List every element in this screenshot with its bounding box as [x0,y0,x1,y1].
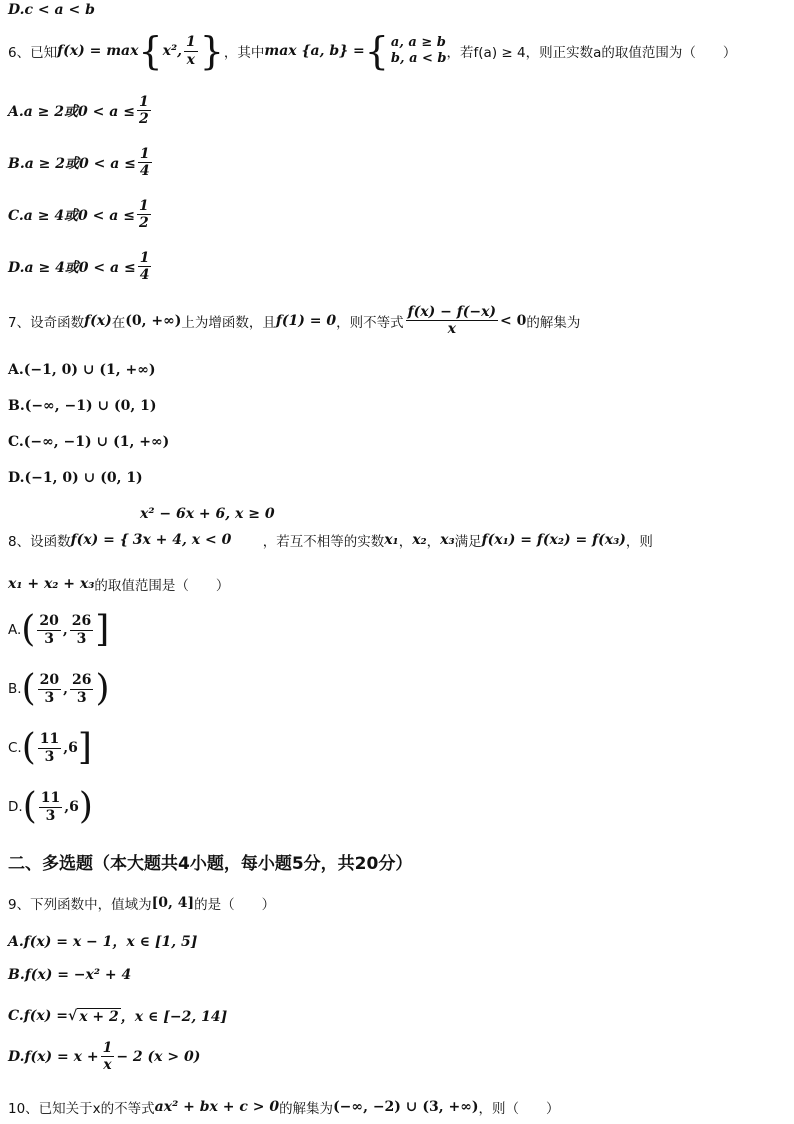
q10-text-1: 10、已知关于x的不等式 [8,1101,155,1117]
q6-function: f(x) = max [57,43,139,59]
frac-num: 11 [39,731,60,748]
frac-den: 3 [44,630,54,647]
option-label: A. [8,622,22,638]
q6-fraction [184,34,198,67]
q7-fx: f(x) [84,312,112,329]
q8-x1: x₁ [384,532,399,548]
q6-option-a-text: A.a ≥ 2或0 < a ≤ [8,103,135,120]
q8-option-b [8,668,110,709]
q7-option-d-text: D.(−1, 0) ∪ (0, 1) [8,470,143,486]
left-brace: { [138,29,163,73]
frac [70,672,93,705]
frac-num: 26 [71,672,92,689]
frac [39,790,62,823]
frac-den: 2 [138,215,149,232]
q6-option-d [8,250,153,283]
q6-max-def: max {a, b} = [264,43,365,59]
frac [70,613,93,646]
frac-den: 3 [44,748,55,765]
q6-option-d-frac [138,250,152,283]
right-bracket: ] [95,609,110,650]
q7-fraction [406,304,498,337]
frac [37,613,60,646]
q8-text-1: 8、设函数 [8,534,71,550]
q8-case-1: x² − 6x + 6, x ≥ 0 [140,506,275,522]
q8-equality: f(x₁) = f(x₂) = f(x₃) [481,532,626,548]
q9-option-b-text: B.f(x) = −x² + 4 [8,967,132,983]
q6-option-b [8,146,154,179]
q10-inequality: ax² + bx + c > 0 [154,1099,280,1115]
q7-interval: (0, +∞) [125,312,182,329]
q6-number: 6、已知 [8,45,58,61]
q6-fraction-num: 1 [185,34,196,51]
option-label: B. [8,681,22,697]
frac-den: 3 [76,630,87,647]
q9-option-b [8,967,131,983]
q6-option-a-frac [137,94,151,127]
frac-num: 26 [71,613,92,630]
right-bracket: ] [77,727,92,768]
q7-text-3: 上为增函数，且 [181,314,276,331]
q9-option-d [8,1040,200,1073]
q6-option-c-text: C.a ≥ 4或0 < a ≤ [8,207,135,224]
q9-option-c-text: C.f(x) = [8,1008,68,1024]
radicand: x + 2 [79,1008,119,1025]
q8-case-2: 3x + 4, x < 0 [132,532,232,548]
q7-frac-den: x [447,321,456,338]
frac-num: 11 [40,790,61,807]
frac-num: 20 [39,613,59,630]
q7-option-a-text: A.(−1, 0) ∪ (1, +∞) [8,362,156,378]
q9-stem [8,893,275,913]
frac-den: 3 [76,689,87,706]
q9-option-d-text: D.f(x) = x + [8,1048,99,1065]
option-label: D. [8,799,23,815]
q6-fraction-den: x [186,51,196,68]
q10-solution-set: (−∞, −2) ∪ (3, +∞) [333,1099,479,1115]
frac-num: 1 [139,250,150,266]
q6-x-squared: x², [162,43,182,59]
q7-text-2: 在 [111,314,126,331]
sqrt [68,1008,121,1025]
frac-den: x [103,1057,112,1074]
q7-option-c-text: C.(−∞, −1) ∪ (1, +∞) [8,434,170,450]
q10-stem [8,1097,560,1117]
q6-option-b-frac [138,146,152,179]
q6-condition: ，若f(a) ≥ 4，则正实数a的取值范围为（ ） [446,45,737,61]
q7-option-c [8,434,169,450]
q6-option-b-text: B.a ≥ 2或0 < a ≤ [8,155,136,172]
q8-option-c [8,727,92,768]
q7-option-b [8,398,157,414]
q7-option-a [8,362,156,378]
q6-option-c-frac [137,198,151,231]
left-paren: ( [21,668,36,709]
comma: , [63,740,69,756]
frac-den: 3 [44,689,55,706]
q6-option-c [8,198,153,231]
frac-den: 3 [45,807,56,824]
q8-sep-2: ， [426,534,441,550]
q7-text-1: 7、设奇函数 [8,314,85,331]
q8-sum: x₁ + x₂ + x₃ [8,576,95,592]
value: 6 [69,799,79,815]
q9-range: [0, 4] [151,895,195,911]
comma: , [64,799,70,815]
frac-num: 20 [39,672,60,689]
q9-text-2: 的是（ ） [194,897,276,913]
q8-stem [8,530,653,550]
q6-stem [8,29,737,73]
frac [38,731,61,764]
q8-case-1-row [140,506,275,522]
section-2-title: 二、多选题（本大题共4小题，每小题5分，共20分） [8,854,413,874]
q7-option-d [8,470,143,486]
frac-num: 1 [138,198,149,214]
q6-case-1: a, a ≥ b [390,34,446,50]
q8-text-4: ，则 [625,534,653,550]
section-heading [8,849,412,874]
q5-option-d-text: D.c < a < b [8,2,95,18]
right-paren: ) [95,668,110,709]
value: 6 [68,740,78,756]
q8-option-a [8,609,110,650]
q7-stem [8,304,580,337]
frac-num: 1 [102,1040,113,1056]
frac-den: 4 [139,163,150,180]
q8-x3: x₃ [440,532,455,548]
q8-text-2: ，若互不相等的实数 [262,534,385,550]
q6-option-a [8,94,153,127]
q6-case-2: b, a < b [390,51,447,66]
q10-text-2: 的解集为 [279,1101,334,1117]
q9-option-c-domain: ，x ∈ [−2, 14] [120,1009,228,1025]
left-paren: ( [21,609,36,650]
right-paren: ) [78,786,93,827]
q7-frac-num: f(x) − f(−x) [407,304,497,320]
frac [38,672,61,705]
frac-den: 2 [138,111,149,128]
q6-option-d-text: D.a ≥ 4或0 < a ≤ [8,259,136,276]
frac-den: 4 [139,267,150,284]
q8-text-5: 的取值范围是（ ） [94,578,230,594]
q7-f1: f(1) = 0 [275,312,337,329]
q9-option-d-tail: − 2 (x > 0) [116,1048,201,1065]
q8-x2: x₂ [412,532,427,548]
q10-text-3: ，则（ ） [478,1101,560,1117]
q9-text-1: 9、下列函数中，值域为 [8,897,152,913]
q9-option-d-frac [101,1040,115,1073]
option-label: C. [8,740,22,756]
comma: , [62,622,68,638]
q7-text-5: 的解集为 [526,314,581,331]
q6-cases [391,35,447,68]
q9-option-a [8,931,197,951]
q6-mid-text: ，其中 [223,45,265,61]
left-paren: ( [21,727,36,768]
cases-brace: { [364,29,389,73]
q9-option-c [8,1006,227,1026]
frac-num: 1 [139,146,150,162]
q8-stem-line2 [8,574,229,594]
q8-sep-1: ， [398,534,413,550]
comma: , [63,681,68,697]
q7-text-4: ，则不等式 [336,314,404,331]
q7-option-b-text: B.(−∞, −1) ∪ (0, 1) [8,398,157,414]
q9-option-a-text: A.f(x) = x − 1，x ∈ [1, 5] [8,934,198,950]
right-brace: } [199,29,224,73]
q8-text-3: 满足 [454,534,482,550]
radical-sign-icon: √ [68,1007,78,1024]
q8-fx: f(x) = { [70,532,129,548]
frac-num: 1 [138,94,149,110]
q5-option-d [8,2,95,18]
left-paren: ( [22,786,37,827]
q7-lt: < 0 [500,312,527,329]
q8-option-d [8,786,93,827]
